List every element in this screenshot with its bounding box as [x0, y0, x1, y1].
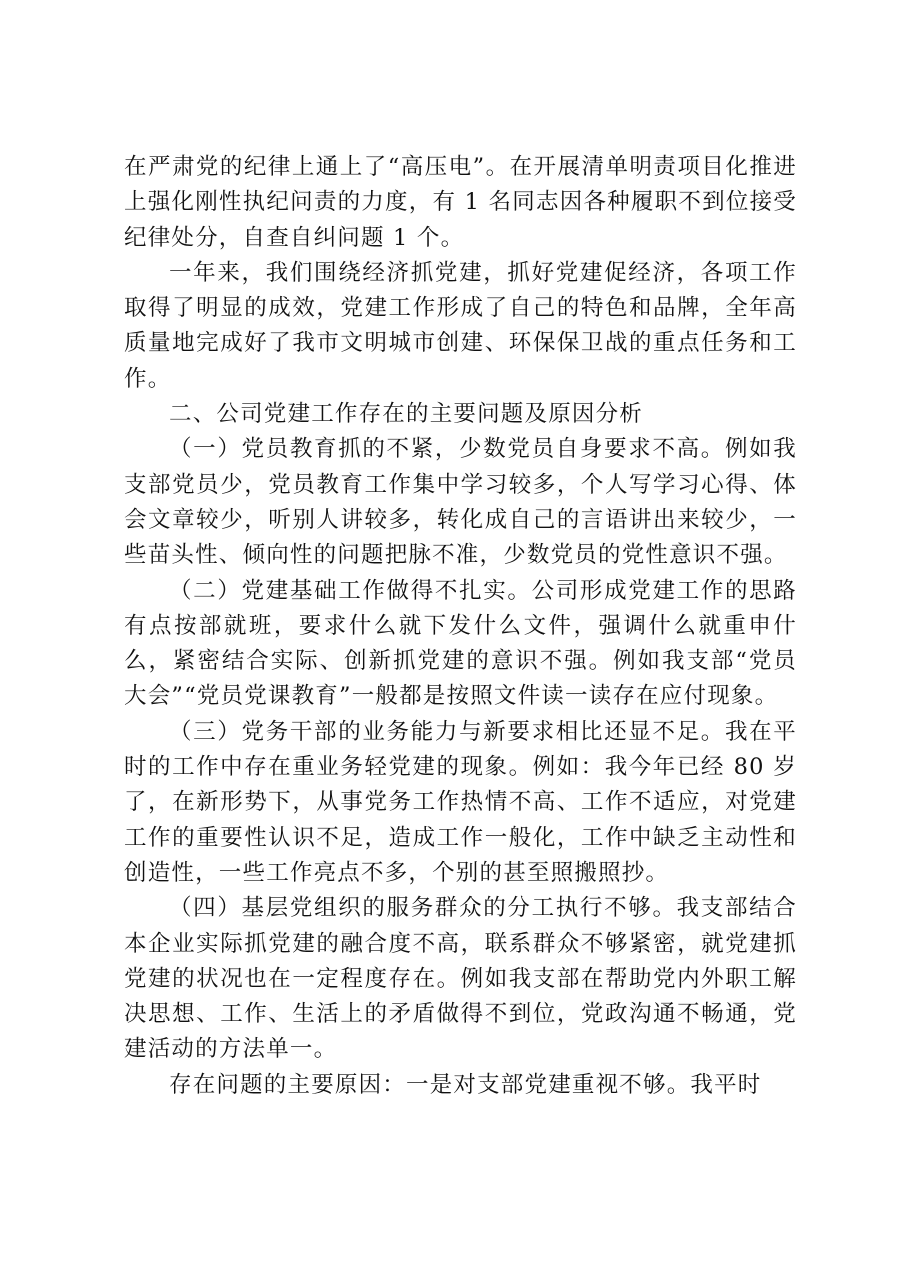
paragraph-issue-4: （四）基层党组织的服务群众的分工执行不够。我支部结合本企业实际抓党建的融合度不高，联系群众不够紧密，就党建抓党建的状况也在一定程度存在。例如我支部在帮助党内外职工解决思想、工作、生活上的矛盾做得不到位，党政沟通不畅通，党建活动的方法单一。 — [124, 895, 797, 1063]
paragraph-continuation: 在严肃党的纪律上通上了“高压电”。在开展清单明责项目化推进上强化刚性执纪问责的力度，有 1 名同志因各种履职不到位接受纪律处分，自查自纠问题 1 个。 — [124, 154, 797, 251]
paragraph-issue-2: （二）党建基础工作做得不扎实。公司形成党建工作的思路有点按部就班，要求什么就下发什么文件，强调什么就重申什么，紧密结合实际、创新抓党建的意识不强。例如我支部“党员大会”“党员党课教育”一般都是按照文件读一读存在应付现象。 — [124, 577, 797, 710]
section-heading: 二、公司党建工作存在的主要问题及原因分析 — [169, 401, 644, 428]
paragraph-summary: 一年来，我们围绕经济抓党建，抓好党建促经济，各项工作取得了明显的成效，党建工作形成了自己的特色和品牌，全年高质量地完成好了我市文明城市创建、环保保卫战的重点任务和工作。 — [124, 259, 797, 392]
paragraph-issue-3: （三）党务干部的业务能力与新要求相比还显不足。我在平时的工作中存在重业务轻党建的现象。例如：我今年已经 80 岁了，在新形势下，从事党务工作热情不高、工作不适应，对党建工作的重要性认识不足，造成工作一般化，工作中缺乏主动性和创造性，一些工作亮点不多，个别的甚至照搬照抄。 — [124, 718, 797, 886]
paragraph-causes: 存在问题的主要原因：一是对支部党建重视不够。我平时 — [169, 1071, 762, 1098]
document-body — [124, 150, 797, 1103]
paragraph-issue-1: （一）党员教育抓的不紧，少数党员自身要求不高。例如我支部党员少，党员教育工作集中学习较多，个人写学习心得、体会文章较少，听别人讲较多，转化成自己的言语讲出来较少，一些苗头性、倾向性的问题把脉不准，少数党员的党性意识不强。 — [124, 436, 797, 569]
